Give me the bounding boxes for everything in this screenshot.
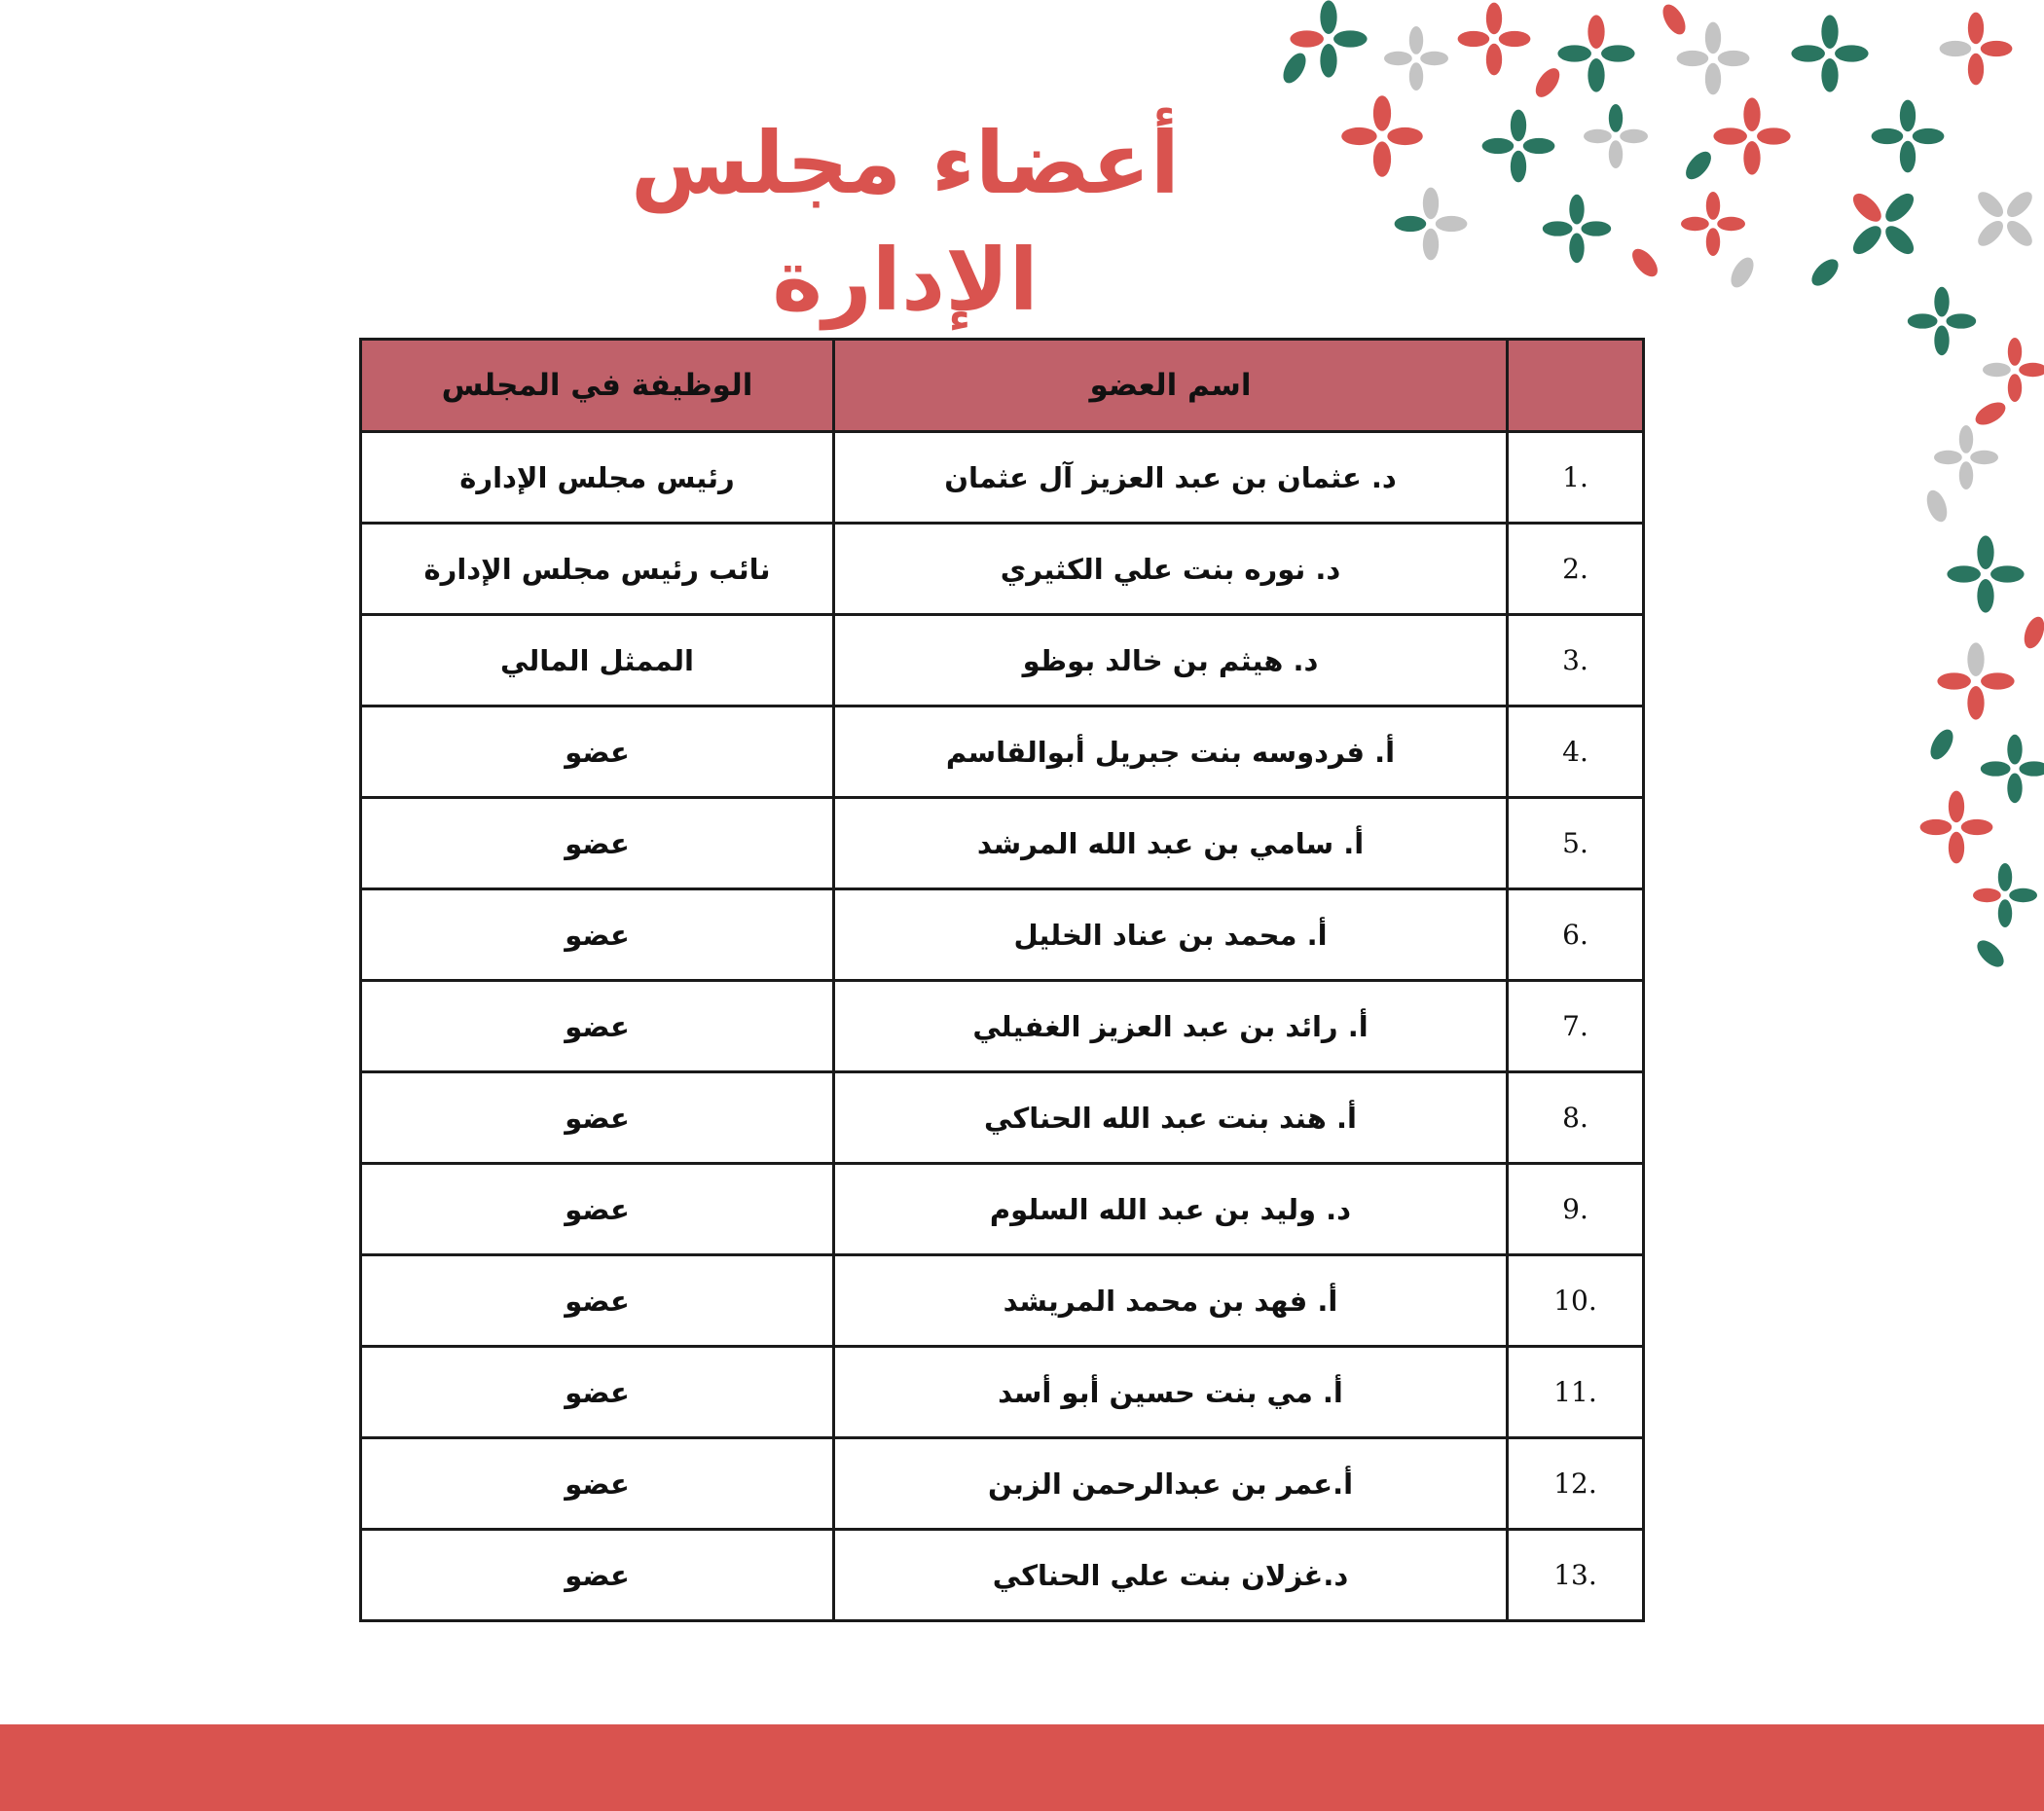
member-role: نائب رئيس مجلس الإدارة (361, 524, 834, 615)
row-number: .7 (1508, 981, 1644, 1072)
leaf (1681, 147, 1716, 184)
petal (1900, 100, 1916, 132)
leaf (1727, 254, 1759, 291)
petal-cluster (1953, 167, 2044, 271)
petal (1523, 138, 1555, 154)
petal (1706, 228, 1720, 256)
petal (1983, 363, 2011, 377)
petal (2008, 338, 2022, 366)
petal (1706, 192, 1720, 220)
member-name: أ. هند بنت عبد الله الحناكي (834, 1072, 1508, 1164)
member-role: عضو (361, 798, 834, 889)
petal (2003, 188, 2037, 222)
petal (1409, 62, 1423, 91)
petal (1320, 0, 1336, 34)
petal (2019, 761, 2044, 776)
petal (2019, 363, 2044, 377)
table-row (361, 1072, 1644, 1164)
petal (1981, 761, 2011, 776)
petal (1290, 30, 1324, 47)
petal (1713, 127, 1747, 144)
petal (1998, 899, 2012, 927)
petal (2007, 735, 2022, 765)
petal (1934, 325, 1949, 355)
member-name: أ. فردوسه بنت جبريل أبوالقاسم (834, 706, 1508, 798)
petal (2003, 217, 2037, 251)
petal (1848, 221, 1886, 259)
petal (1821, 58, 1838, 92)
petal-cluster (1912, 782, 2000, 871)
petal (1757, 127, 1791, 144)
petal-cluster (1535, 187, 1619, 271)
table-row (361, 432, 1644, 524)
row-number: .11 (1508, 1347, 1644, 1438)
table-row (361, 1255, 1644, 1347)
member-name: د. نوره بنت علي الكثيري (834, 524, 1508, 615)
petal (1333, 30, 1368, 47)
table-row (361, 889, 1644, 981)
table-row (361, 706, 1644, 798)
petal (1848, 189, 1886, 227)
petal (1998, 863, 2012, 891)
table-header-row (361, 340, 1644, 432)
leaf (1923, 488, 1952, 525)
petal (1967, 642, 1984, 676)
petal (1949, 832, 1964, 864)
member-name: د. وليد بن عبد الله السلوم (834, 1164, 1508, 1255)
petal (1601, 45, 1635, 61)
petal (1584, 129, 1612, 143)
member-name: د. هيثم بن خالد بوظو (834, 615, 1508, 706)
table-row (361, 615, 1644, 706)
petal (1940, 41, 1972, 56)
petal (1973, 888, 2001, 902)
member-role: عضو (361, 889, 834, 981)
petal (1743, 97, 1760, 131)
petal (1320, 44, 1336, 78)
petal-cluster (1863, 91, 1952, 180)
row-number: .8 (1508, 1072, 1644, 1164)
member-role: عضو (361, 706, 834, 798)
petal-cluster (1940, 13, 2013, 86)
petal-cluster (1783, 7, 1877, 100)
petal (1420, 52, 1448, 65)
petal (1946, 313, 1976, 328)
petal (1620, 129, 1648, 143)
petal-cluster (1983, 338, 2044, 402)
member-role: عضو (361, 1530, 834, 1621)
petal (1947, 565, 1981, 582)
row-number: .4 (1508, 706, 1644, 798)
petal-cluster (1395, 188, 1468, 261)
petal (1835, 45, 1869, 61)
member-name: د. عثمان بن عبد العزيز آل عثمان (834, 432, 1508, 524)
petal (1677, 51, 1709, 66)
petal (1961, 819, 1993, 835)
member-name: د.غزلان بنت علي الحناكي (834, 1530, 1508, 1621)
petal-cluster (1713, 97, 1790, 174)
petal (1968, 13, 1984, 45)
petal (1569, 195, 1584, 225)
row-number: .13 (1508, 1530, 1644, 1621)
petal-cluster (1848, 189, 1918, 259)
petal (1872, 128, 1904, 144)
petal (1581, 221, 1611, 235)
row-number: .2 (1508, 524, 1644, 615)
petal (1373, 141, 1391, 176)
petal-cluster (1677, 22, 1750, 95)
petal (1486, 44, 1502, 76)
table-row (361, 1438, 1644, 1530)
member-name: أ. فهد بن محمد المريشد (834, 1255, 1508, 1347)
petal-cluster (1947, 535, 2024, 612)
member-role: الممثل المالي (361, 615, 834, 706)
row-number: .3 (1508, 615, 1644, 706)
member-name: أ. رائد بن عبد العزيز الغفيلي (834, 981, 1508, 1072)
petal (1880, 221, 1918, 259)
member-name: أ. مي بنت حسين أبو أسد (834, 1347, 1508, 1438)
petal (1395, 216, 1427, 232)
petal (1609, 140, 1623, 168)
petal-cluster (1482, 110, 1555, 183)
petal (2007, 773, 2022, 803)
table-row (361, 1164, 1644, 1255)
header-number (1508, 340, 1644, 432)
petal (1511, 151, 1526, 183)
petal (1387, 127, 1422, 145)
petal (1717, 217, 1745, 231)
board-members-table (359, 338, 1645, 1622)
petal (2008, 374, 2022, 402)
petal (1482, 138, 1515, 154)
page-title: أعضاء مجلس الإدارة (631, 113, 1180, 330)
petal-cluster (1577, 97, 1655, 175)
petal-cluster (1981, 735, 2044, 803)
member-role: عضو (361, 1438, 834, 1530)
footer-bar (0, 1724, 2044, 1811)
petal (1681, 217, 1709, 231)
table-row (361, 981, 1644, 1072)
petal (1458, 31, 1490, 47)
petal (1959, 461, 1973, 489)
petal-cluster (1929, 634, 2023, 728)
petal (1609, 104, 1623, 132)
petal (1900, 141, 1916, 173)
petal (1934, 287, 1949, 317)
petal (1977, 579, 1993, 613)
header-member-name: اسم العضو (834, 340, 1508, 432)
member-role: عضو (361, 981, 834, 1072)
table-row (361, 1347, 1644, 1438)
table-row (361, 1530, 1644, 1621)
leaf (1627, 244, 1662, 281)
petal (1436, 216, 1468, 232)
petal (1934, 451, 1962, 464)
petal-cluster (1550, 7, 1643, 100)
petal (1937, 672, 1971, 689)
member-name: أ. سامي بن عبد الله المرشد (834, 798, 1508, 889)
petal (1705, 63, 1721, 95)
petal (1384, 52, 1412, 65)
petal (1486, 3, 1502, 35)
petal-cluster (1458, 3, 1531, 76)
member-role: عضو (361, 1164, 834, 1255)
row-number: .10 (1508, 1255, 1644, 1347)
petal (1968, 54, 1984, 86)
petal (1743, 141, 1760, 175)
leaf (1279, 50, 1311, 87)
member-name: أ. محمد بن عناد الخليل (834, 889, 1508, 981)
petal-cluster (1973, 863, 2037, 927)
petal (1423, 188, 1439, 220)
petal (1967, 686, 1984, 720)
member-role: عضو (361, 1347, 834, 1438)
row-number: .1 (1508, 432, 1644, 524)
member-role: عضو (361, 1072, 834, 1164)
row-number: .6 (1508, 889, 1644, 981)
petal (1557, 45, 1591, 61)
petal (1705, 22, 1721, 54)
row-number: .5 (1508, 798, 1644, 889)
leaf (1807, 255, 1843, 291)
table-row (361, 524, 1644, 615)
petal (1913, 128, 1945, 144)
petal (1499, 31, 1531, 47)
petal (1423, 229, 1439, 261)
petal (1569, 233, 1584, 263)
petal (1543, 221, 1573, 235)
petal (1511, 110, 1526, 142)
petal (1949, 791, 1964, 823)
petal-cluster (1332, 87, 1432, 186)
leaf (1973, 936, 2009, 972)
petal (1981, 672, 2015, 689)
row-number: .12 (1508, 1438, 1644, 1530)
petal (1977, 535, 1993, 569)
member-role: عضو (361, 1255, 834, 1347)
leaf (1972, 398, 2009, 430)
header-board-role: الوظيفة في المجلس (361, 340, 834, 432)
petal (2009, 888, 2037, 902)
petal (1588, 15, 1604, 49)
member-name: أ.عمر بن عبدالرحمن الزبن (834, 1438, 1508, 1530)
leaf (1926, 726, 1958, 763)
petal-cluster (1927, 418, 2005, 496)
table-row (361, 798, 1644, 889)
petal-cluster (1900, 279, 1984, 363)
member-role: رئيس مجلس الإدارة (361, 432, 834, 524)
petal (1588, 58, 1604, 92)
leaf (1659, 1, 1691, 38)
petal (1821, 15, 1838, 49)
petal (1970, 451, 1998, 464)
row-number: .9 (1508, 1164, 1644, 1255)
petal (1920, 819, 1953, 835)
petal (1791, 45, 1825, 61)
petal (1959, 425, 1973, 453)
leaf (1531, 64, 1564, 101)
petal (1908, 313, 1938, 328)
petal (1341, 127, 1376, 145)
petal (1718, 51, 1750, 66)
petal (1974, 217, 2008, 251)
petal-cluster (1681, 192, 1745, 256)
petal (1990, 565, 2025, 582)
petal (1974, 188, 2008, 222)
petal (1373, 95, 1391, 130)
petal (1409, 26, 1423, 54)
petal-cluster (1377, 19, 1455, 97)
leaf (2021, 614, 2044, 651)
petal (1880, 189, 1918, 227)
petal (1981, 41, 2013, 56)
